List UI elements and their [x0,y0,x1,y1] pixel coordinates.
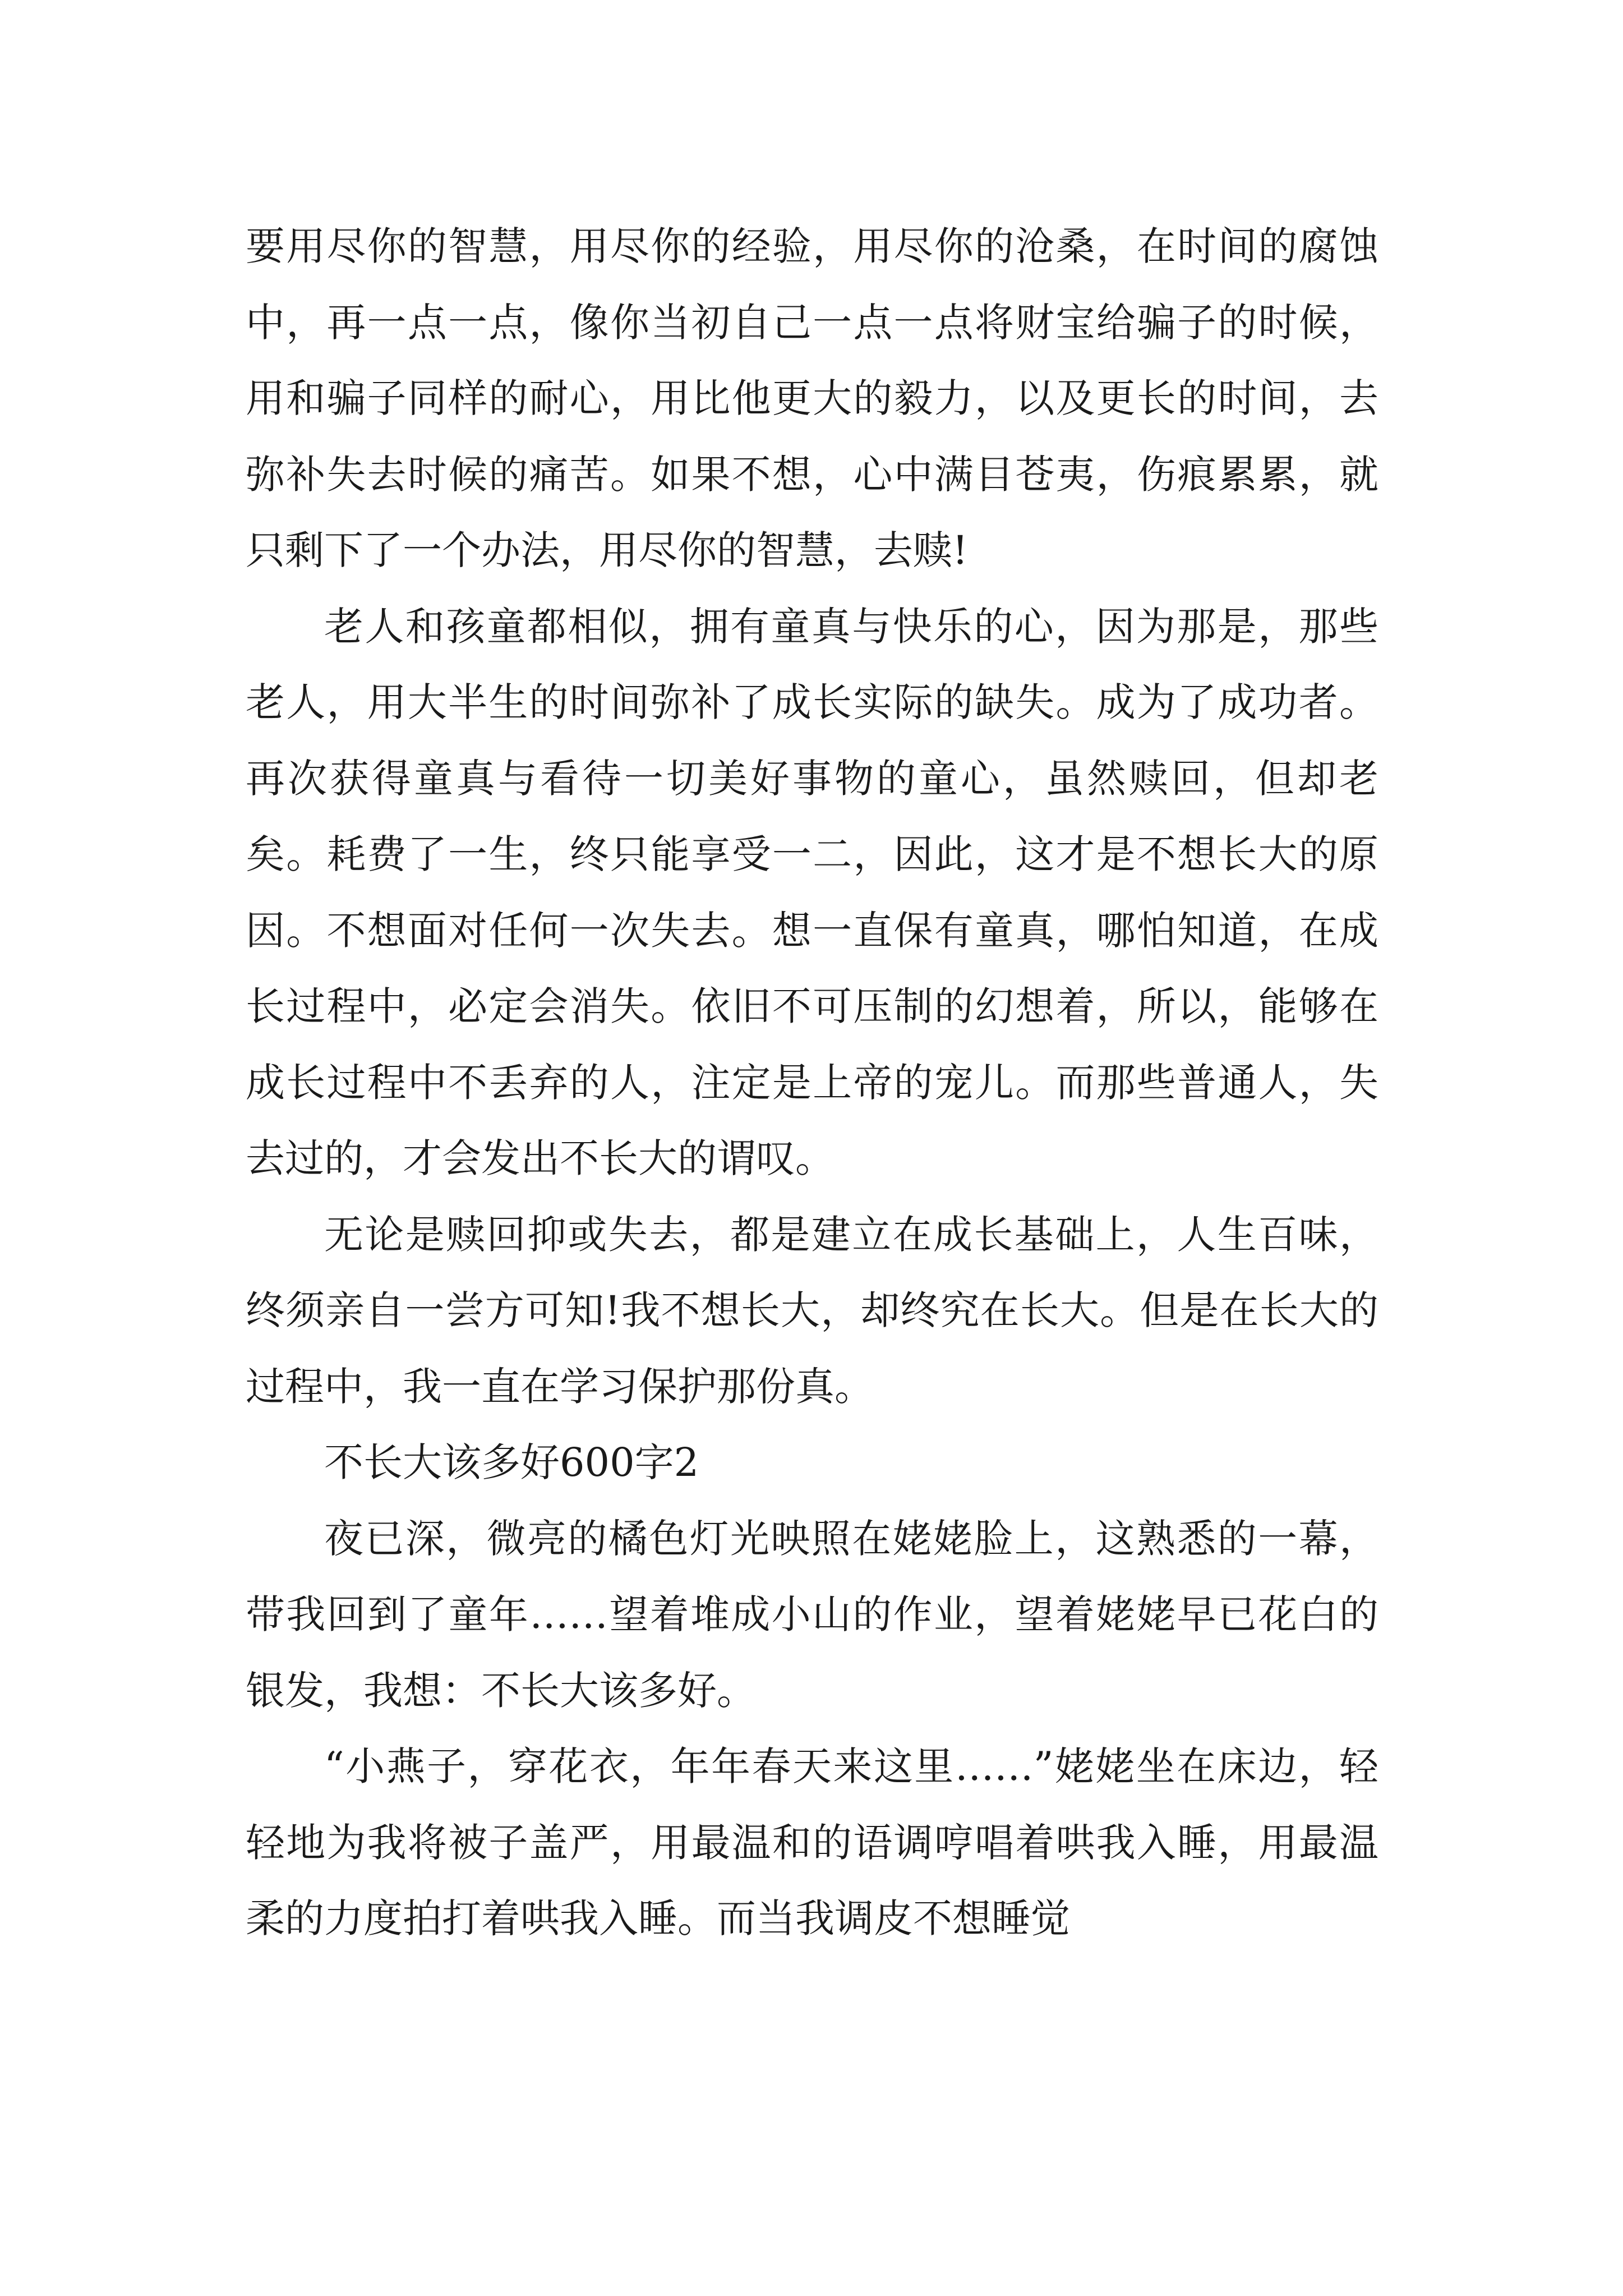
paragraph-3: 无论是赎回抑或失去，都是建立在成长基础上，人生百味，终须亲自一尝方可知!我不想长大，却终究在长大。但是在长大的过程中，我一直在学习保护那份真。 [246,1211,1378,1410]
section-heading: 不长大该多好600字2 [324,1439,699,1485]
body-text [246,209,1378,1957]
paragraph-4: 夜已深，微亮的橘色灯光映照在姥姥脸上，这熟悉的一幕，带我回到了童年……望着堆成小山的作业，望着姥姥早已花白的银发，我想：不长大该多好。 [246,1515,1378,1714]
paragraph-2: 老人和孩童都相似，拥有童真与快乐的心，因为那是，那些老人，用大半生的时间弥补了成长实际的缺失。成为了成功者。再次获得童真与看待一切美好事物的童心，虽然赎回，但却老矣。耗费了一生，终只能享受一二，因此，这才是不想长大的原因。不想面对任何一次失去。想一直保有童真，哪怕知道，在成长过程中，必定会消失。依旧不可压制的幻想着，所以，能够在成长过程中不丢弃的人，注定是上帝的宠儿。而那些普通人，失去过的，才会发出不长大的谓叹。 [246,603,1378,1181]
paragraph-5: “小燕子，穿花衣，年年春天来这里……”姥姥坐在床边，轻轻地为我将被子盖严，用最温和的语调哼唱着哄我入睡，用最温柔的力度拍打着哄我入睡。而当我调皮不想睡觉 [246,1743,1378,1941]
paragraph-1: 要用尽你的智慧，用尽你的经验，用尽你的沧桑，在时间的腐蚀中，再一点一点，像你当初自己一点一点将财宝给骗子的时候，用和骗子同样的耐心，用比他更大的毅力，以及更长的时间，去弥补失去时候的痛苦。如果不想，心中满目苍夷，伤痕累累，就只剩下了一个办法，用尽你的智慧，去赎! [246,223,1378,573]
